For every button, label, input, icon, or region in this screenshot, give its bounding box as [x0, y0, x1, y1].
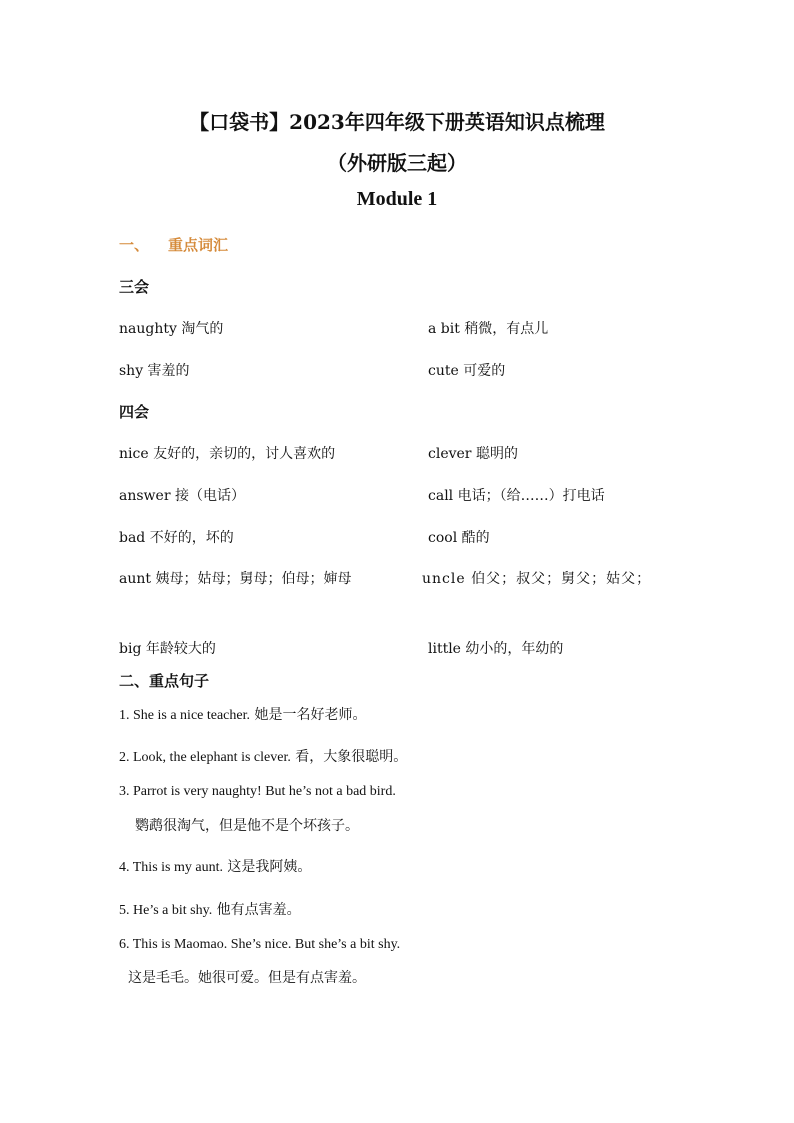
vocab-item: nice 友好的，亲切的，讨人喜欢的: [119, 446, 336, 462]
vocab-item: answer 接（电话）: [119, 488, 245, 504]
sentence-item: [119, 856, 311, 876]
sentence-zh: 这是我阿姨。: [227, 859, 312, 875]
vocab-item: big 年龄较大的: [119, 641, 216, 657]
vocab-item: aunt 姨母；姑母；舅母；伯母；婶母: [119, 571, 352, 587]
vocab-item: a bit 稍微，有点儿: [428, 321, 549, 337]
vocab-item: bad 不好的，坏的: [119, 530, 234, 546]
sentence-en: 5. He’s a bit shy.: [119, 903, 213, 918]
sentence-en: 2. Look, the elephant is clever.: [119, 750, 291, 765]
module-heading: Module 1: [356, 188, 438, 210]
vocab-item: cool 酷的: [428, 530, 490, 546]
vocab-item: call 电话；（给……）打电话: [428, 488, 605, 504]
sentence-en: 4. This is my aunt.: [119, 860, 223, 875]
section1-heading: 重点词汇: [168, 236, 229, 254]
sentence-zh: 鹦鹉很淘气，但是他不是个坏孩子。: [135, 818, 359, 834]
vocab-item: cute 可爱的: [428, 363, 506, 379]
document-subtitle: （外研版三起）: [327, 151, 467, 175]
section2-heading: 二、重点句子: [119, 672, 210, 690]
sentence-item: [119, 704, 366, 724]
section1-number: 一、: [119, 236, 150, 254]
sentence-en: 3. Parrot is very naughty! But he’s not a bad bird.: [119, 784, 396, 799]
sentence-item: [119, 746, 407, 766]
vocab-item: shy 害羞的: [119, 363, 190, 379]
sentence-en: 1. She is a nice teacher.: [119, 708, 251, 723]
document-title: 【口袋书】2023年四年级下册英语知识点梳理: [189, 110, 605, 134]
vocab-item: little 幼小的，年幼的: [428, 641, 564, 657]
sentence-en: 6. This is Maomao. She’s nice. But she’s a bit shy.: [119, 937, 401, 952]
sentence-zh: 看，大象很聪明。: [295, 749, 408, 765]
sentence-zh: 这是毛毛。她很可爱。但是有点害羞。: [128, 970, 366, 986]
sentence-item: [119, 899, 301, 919]
vocab-item: uncle 伯父；叔父；舅父；姑父；: [422, 571, 652, 587]
group2-label: 四会: [119, 403, 150, 421]
sentence-zh: 他有点害羞。: [216, 902, 301, 918]
group1-label: 三会: [119, 278, 150, 296]
vocab-item: clever 聪明的: [428, 446, 518, 462]
vocab-item: naughty 淘气的: [119, 321, 224, 337]
sentence-zh: 她是一名好老师。: [254, 707, 367, 723]
